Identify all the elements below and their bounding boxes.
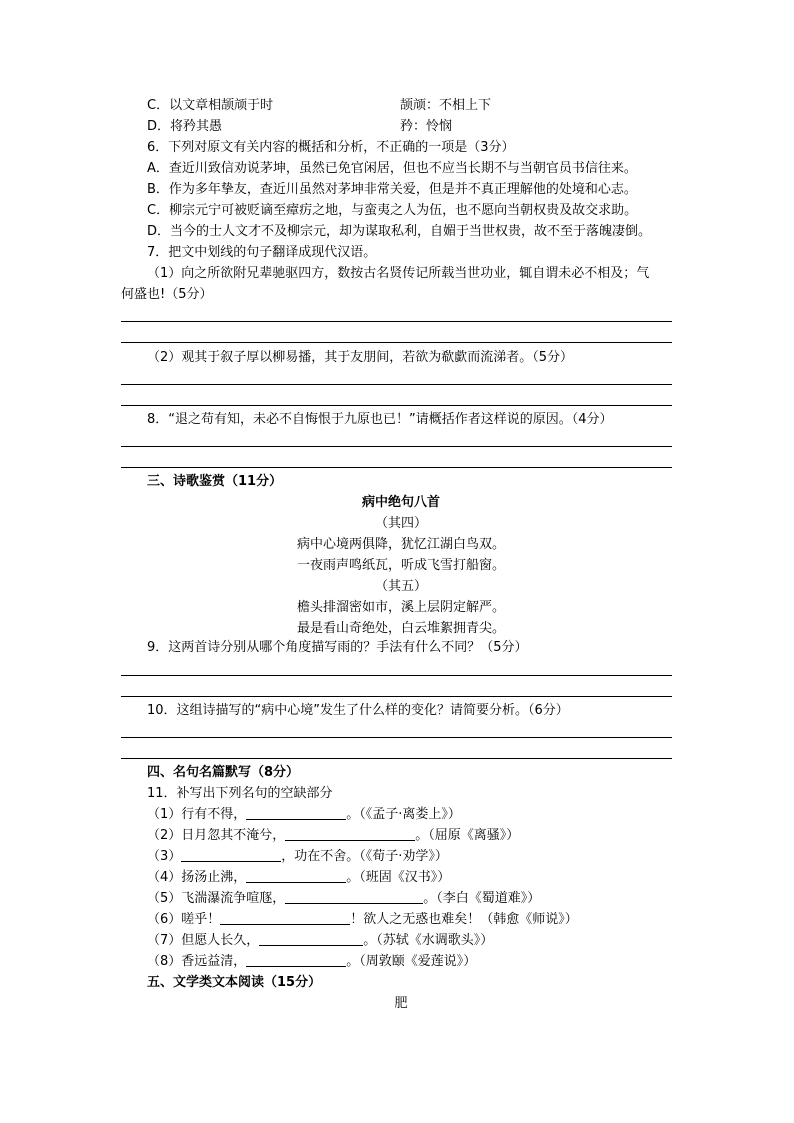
question-6-option-a: A．查近川致信劝说茅坤，虽然已免官闲居，但也不应当长期不与当朝官员书信往来。 — [147, 161, 637, 176]
fill-item-7 — [147, 933, 493, 949]
poem-5-label: （其五） — [374, 579, 427, 594]
section-4-heading: 四、名句名篇默写（8分） — [147, 765, 300, 780]
answer-line — [121, 467, 672, 468]
fill-item-text: （3） — [147, 849, 182, 864]
question-6-option-c: C．柳宗元宁可被贬谪至瘴疠之地，与蛮夷之人为伍，也不愿向当朝权贵及故交求助。 — [147, 203, 638, 218]
fill-item-8 — [147, 954, 476, 970]
option-c: C．以文章相颉颃于时 — [147, 98, 274, 113]
question-7: 7．把文中划线的句子翻译成现代汉语。 — [147, 245, 377, 260]
section-3-heading: 三、诗歌鉴赏（11分） — [147, 474, 283, 489]
answer-line — [121, 405, 672, 406]
question-10: 10．这组诗描写的“病中心境”发生了什么样的变化？请简要分析。（6分） — [147, 703, 569, 718]
blank-field[interactable] — [285, 891, 423, 904]
blank-field[interactable] — [181, 849, 281, 862]
fill-item-text: （1）行有不得， — [147, 807, 247, 822]
fill-item-2 — [147, 828, 519, 844]
fill-item-text: （6）嗟乎！ — [147, 912, 221, 927]
answer-line — [121, 384, 672, 385]
fill-item-text: （8）香远益清， — [147, 954, 247, 969]
blank-field[interactable] — [246, 807, 346, 820]
question-8: 8．“退之苟有知，未必不自悔恨于九原也已！”请概括作者这样说的原因。（4分） — [147, 412, 613, 427]
answer-line — [121, 321, 672, 322]
option-d-explain: 矜：怜悯 — [400, 119, 453, 134]
poem-5-line-2: 最是看山奇绝处，白云堆絮拥青尖。 — [296, 621, 505, 636]
fill-item-3 — [147, 849, 448, 865]
fill-item-source: 。（《孟子·离娄上》） — [346, 807, 461, 822]
fill-item-text: （2）日月忽其不淹兮， — [147, 828, 286, 843]
poem-4-label: （其四） — [374, 516, 427, 531]
poem-4-line-1: 病中心境两俱降，犹忆江湖白鸟双。 — [296, 537, 505, 552]
fill-item-source: 。（苏轼《水调歌头》） — [363, 933, 494, 948]
answer-line — [121, 446, 672, 447]
fill-item-text: （4）扬汤止沸， — [147, 870, 247, 885]
question-11: 11．补写出下列名句的空缺部分 — [147, 786, 333, 801]
question-7-1: （1）向之所欲附兄辈驰驱四方，数按古名贤传记所载当世功业，辄自谓未必不相及；气 — [147, 266, 650, 281]
blank-field[interactable] — [259, 933, 363, 946]
fill-item-source: 。（李白《蜀道难》） — [423, 891, 541, 906]
fill-item-text: （7）但愿人长久， — [147, 933, 260, 948]
section-5-heading: 五、文学类文本阅读（15分） — [147, 975, 322, 990]
fill-item-source: 。（屈原《离骚》） — [415, 828, 520, 843]
question-7-2: （2）观其于叙子厚以柳易播，其于友朋间，若欲为欷歔而流涕者。（5分） — [147, 350, 574, 365]
fill-item-4 — [147, 870, 450, 886]
fill-item-source: ！欲人之无惑也难矣！（韩愈《师说》） — [350, 912, 578, 927]
answer-line — [121, 342, 672, 343]
answer-line — [121, 737, 672, 738]
poem-4-line-2: 一夜雨声鸣纸瓦，听成飞雪打船窗。 — [296, 558, 505, 573]
answer-line — [121, 758, 672, 759]
fill-item-source: 。（周敦颐《爱莲说》） — [346, 954, 477, 969]
fill-item-5 — [147, 891, 540, 907]
question-9: 9．这两首诗分别从哪个角度描写雨的？手法有什么不同？（5分） — [147, 640, 528, 655]
fill-item-6 — [147, 912, 578, 928]
question-6-option-d: D．当今的士人文才不及柳宗元，却为谋取私利，自媚于当世权贵，故不至于落魄凄倒。 — [147, 224, 652, 239]
question-6-option-b: B．作为多年挚友，查近川虽然对茅坤非常关爱，但是并不真正理解他的处境和心志。 — [147, 182, 637, 197]
option-d: D．将矜其愚 — [147, 119, 223, 134]
fill-item-source: ，功在不舍。（《荀子·劝学》） — [281, 849, 448, 864]
blank-field[interactable] — [285, 828, 415, 841]
story-title: 肥 — [394, 996, 408, 1011]
question-7-1-cont: 何盛也!（5分） — [121, 287, 213, 302]
answer-line — [121, 675, 672, 676]
blank-field[interactable] — [246, 870, 346, 883]
fill-item-text: （5）飞湍瀑流争喧豗， — [147, 891, 286, 906]
question-6: 6．下列对原文有关内容的概括和分析，不正确的一项是（3分） — [147, 140, 515, 155]
blank-field[interactable] — [220, 912, 350, 925]
poem-title: 病中绝句八首 — [361, 495, 440, 510]
answer-line — [121, 696, 672, 697]
fill-item-1 — [147, 807, 461, 823]
option-c-explain: 颉颃：不相上下 — [400, 98, 492, 113]
fill-item-source: 。（班固《汉书》） — [346, 870, 451, 885]
poem-5-line-1: 檐头排溜密如市，溪上层阴定解严。 — [296, 600, 505, 615]
blank-field[interactable] — [246, 954, 346, 967]
